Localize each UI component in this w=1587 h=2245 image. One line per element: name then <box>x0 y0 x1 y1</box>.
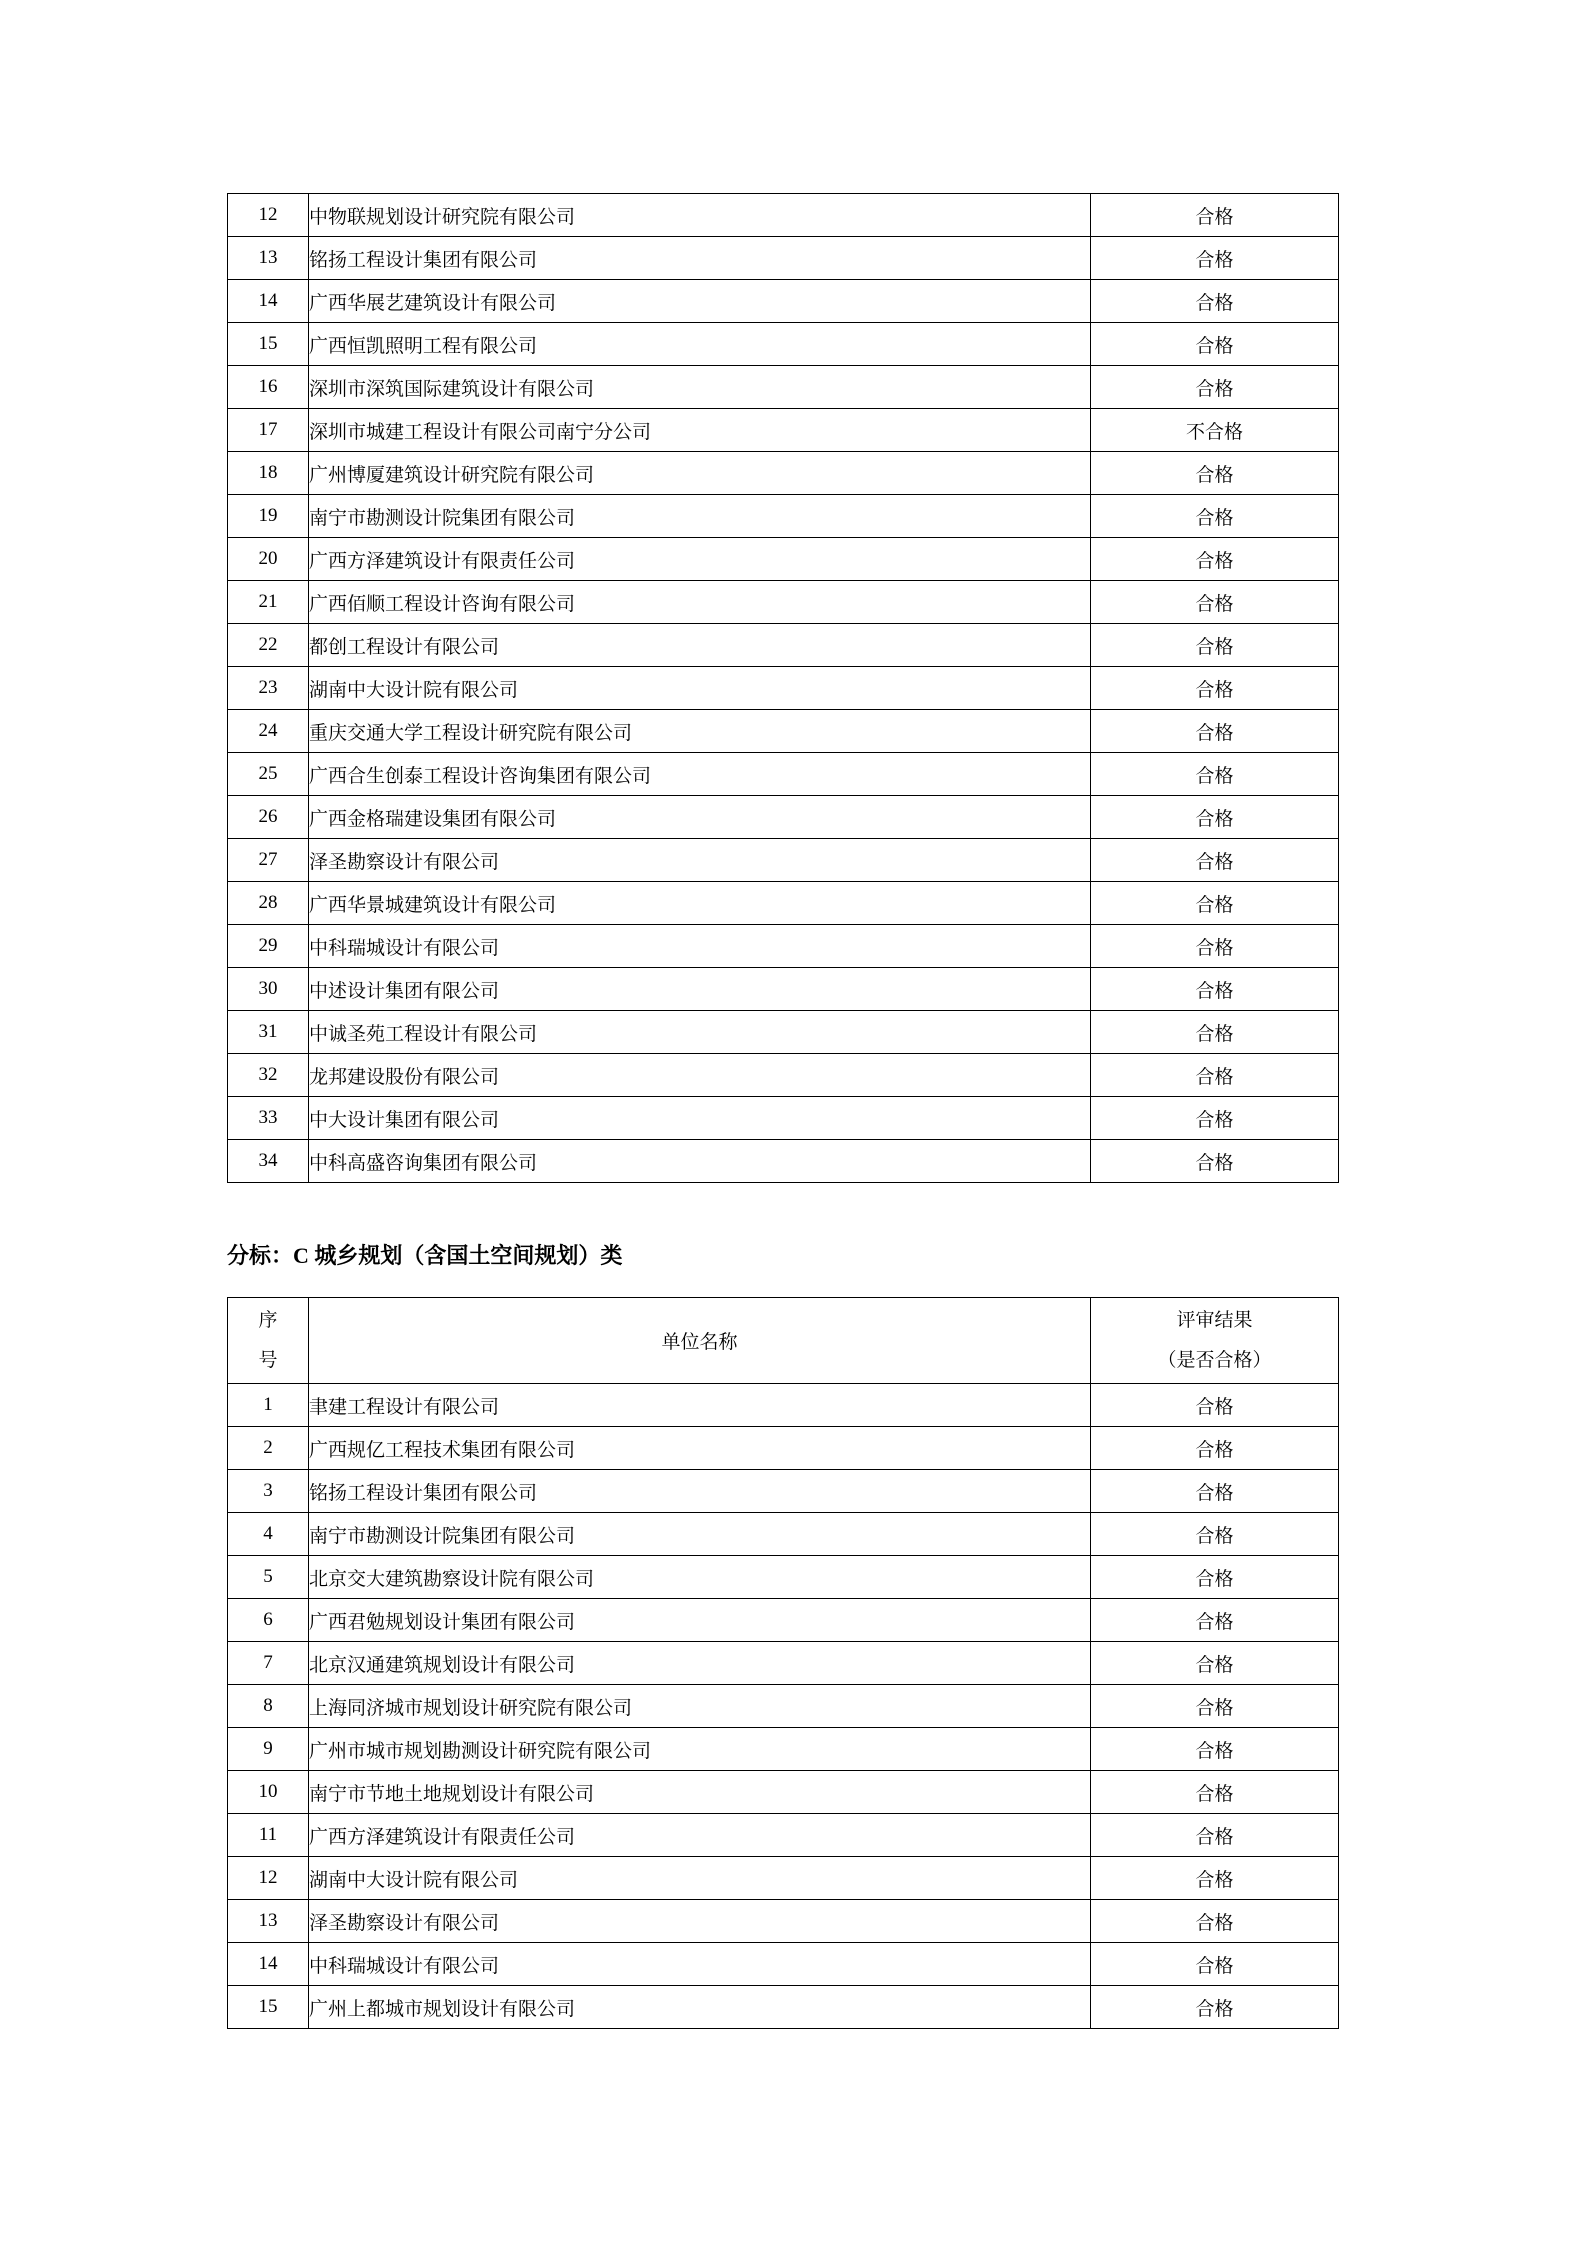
table-row <box>228 1513 1339 1556</box>
row-company-name: 中述设计集团有限公司 <box>309 968 1091 1011</box>
table-row <box>228 1728 1339 1771</box>
row-review-result: 合格 <box>1091 1599 1339 1642</box>
row-review-result: 合格 <box>1091 1140 1339 1183</box>
row-company-name: 广西君勉规划设计集团有限公司 <box>309 1599 1091 1642</box>
table-row <box>228 1986 1339 2029</box>
row-review-result: 合格 <box>1091 452 1339 495</box>
row-company-name: 广州上都城市规划设计有限公司 <box>309 1986 1091 2029</box>
row-review-result: 合格 <box>1091 753 1339 796</box>
row-review-result: 合格 <box>1091 1986 1339 2029</box>
header-review-result-line2: （是否合格） <box>1157 1349 1272 1371</box>
table-row <box>228 796 1339 839</box>
review-result-table-b <box>227 193 1339 1183</box>
row-company-name: 中科高盛咨询集团有限公司 <box>309 1140 1091 1183</box>
row-review-result: 合格 <box>1091 495 1339 538</box>
row-company-name: 中科瑞城设计有限公司 <box>309 925 1091 968</box>
row-review-result: 合格 <box>1091 710 1339 753</box>
row-company-name: 广西规亿工程技术集团有限公司 <box>309 1427 1091 1470</box>
row-company-name: 铭扬工程设计集团有限公司 <box>309 1470 1091 1513</box>
table-header-row <box>228 1298 1339 1384</box>
row-review-result: 合格 <box>1091 237 1339 280</box>
row-company-name: 广西金格瑞建设集团有限公司 <box>309 796 1091 839</box>
row-company-name: 广西恒凯照明工程有限公司 <box>309 323 1091 366</box>
row-company-name: 都创工程设计有限公司 <box>309 624 1091 667</box>
table-row <box>228 323 1339 366</box>
row-serial-number: 9 <box>228 1728 309 1771</box>
row-review-result: 合格 <box>1091 667 1339 710</box>
header-review-result-line1: 评审结果 <box>1176 1309 1253 1331</box>
row-serial-number: 20 <box>228 538 309 581</box>
row-company-name: 中诚圣苑工程设计有限公司 <box>309 1011 1091 1054</box>
row-serial-number: 23 <box>228 667 309 710</box>
row-review-result: 不合格 <box>1091 409 1339 452</box>
row-review-result: 合格 <box>1091 1943 1339 1986</box>
table-header <box>228 1298 1339 1384</box>
header-review-result <box>1091 1298 1339 1384</box>
row-review-result: 合格 <box>1091 1470 1339 1513</box>
table-row <box>228 1097 1339 1140</box>
row-review-result: 合格 <box>1091 624 1339 667</box>
row-review-result: 合格 <box>1091 1097 1339 1140</box>
row-review-result: 合格 <box>1091 839 1339 882</box>
row-review-result: 合格 <box>1091 323 1339 366</box>
row-serial-number: 3 <box>228 1470 309 1513</box>
row-company-name: 深圳市城建工程设计有限公司南宁分公司 <box>309 409 1091 452</box>
row-review-result: 合格 <box>1091 1642 1339 1685</box>
row-company-name: 湖南中大设计院有限公司 <box>309 1857 1091 1900</box>
table-row <box>228 925 1339 968</box>
row-review-result: 合格 <box>1091 194 1339 237</box>
row-review-result: 合格 <box>1091 1011 1339 1054</box>
row-serial-number: 12 <box>228 1857 309 1900</box>
row-serial-number: 33 <box>228 1097 309 1140</box>
row-company-name: 北京汉通建筑规划设计有限公司 <box>309 1642 1091 1685</box>
row-company-name: 广西合生创泰工程设计咨询集团有限公司 <box>309 753 1091 796</box>
table-body <box>228 194 1339 1183</box>
row-serial-number: 14 <box>228 1943 309 1986</box>
row-serial-number: 30 <box>228 968 309 1011</box>
row-review-result: 合格 <box>1091 538 1339 581</box>
row-review-result: 合格 <box>1091 1384 1339 1427</box>
table-row <box>228 667 1339 710</box>
row-serial-number: 31 <box>228 1011 309 1054</box>
row-serial-number: 18 <box>228 452 309 495</box>
table-row <box>228 280 1339 323</box>
row-serial-number: 28 <box>228 882 309 925</box>
table-row <box>228 1054 1339 1097</box>
row-review-result: 合格 <box>1091 925 1339 968</box>
header-serial-number: 序号 <box>228 1298 309 1384</box>
row-serial-number: 22 <box>228 624 309 667</box>
row-company-name: 广西方泽建筑设计有限责任公司 <box>309 538 1091 581</box>
table-row <box>228 1814 1339 1857</box>
row-review-result: 合格 <box>1091 1054 1339 1097</box>
row-serial-number: 13 <box>228 1900 309 1943</box>
row-company-name: 中科瑞城设计有限公司 <box>309 1943 1091 1986</box>
table-row <box>228 1685 1339 1728</box>
row-review-result: 合格 <box>1091 581 1339 624</box>
row-serial-number: 5 <box>228 1556 309 1599</box>
table-row <box>228 1642 1339 1685</box>
row-serial-number: 26 <box>228 796 309 839</box>
row-serial-number: 15 <box>228 323 309 366</box>
row-serial-number: 24 <box>228 710 309 753</box>
row-company-name: 广西方泽建筑设计有限责任公司 <box>309 1814 1091 1857</box>
row-company-name: 重庆交通大学工程设计研究院有限公司 <box>309 710 1091 753</box>
table-row <box>228 581 1339 624</box>
row-company-name: 龙邦建设股份有限公司 <box>309 1054 1091 1097</box>
row-serial-number: 19 <box>228 495 309 538</box>
row-serial-number: 14 <box>228 280 309 323</box>
row-company-name: 南宁市勘测设计院集团有限公司 <box>309 495 1091 538</box>
table-row <box>228 538 1339 581</box>
row-review-result: 合格 <box>1091 1900 1339 1943</box>
table-row <box>228 1140 1339 1183</box>
table-row <box>228 1771 1339 1814</box>
row-company-name: 上海同济城市规划设计研究院有限公司 <box>309 1685 1091 1728</box>
row-review-result: 合格 <box>1091 882 1339 925</box>
row-serial-number: 27 <box>228 839 309 882</box>
table-row <box>228 1857 1339 1900</box>
table-row <box>228 366 1339 409</box>
row-company-name: 广西华展艺建筑设计有限公司 <box>309 280 1091 323</box>
row-company-name: 广州博厦建筑设计研究院有限公司 <box>309 452 1091 495</box>
table-body <box>228 1384 1339 2029</box>
table-row <box>228 710 1339 753</box>
row-company-name: 南宁市勘测设计院集团有限公司 <box>309 1513 1091 1556</box>
table-row <box>228 839 1339 882</box>
table-row <box>228 495 1339 538</box>
row-serial-number: 11 <box>228 1814 309 1857</box>
table-row <box>228 1470 1339 1513</box>
review-result-table-c <box>227 1297 1339 2029</box>
section-title: 分标：C 城乡规划（含国土空间规划）类 <box>227 1243 623 1268</box>
row-serial-number: 10 <box>228 1771 309 1814</box>
row-company-name: 南宁市节地土地规划设计有限公司 <box>309 1771 1091 1814</box>
row-company-name: 广西华景城建筑设计有限公司 <box>309 882 1091 925</box>
row-serial-number: 13 <box>228 237 309 280</box>
table-row <box>228 1943 1339 1986</box>
row-company-name: 铭扬工程设计集团有限公司 <box>309 237 1091 280</box>
row-company-name: 广西佰顺工程设计咨询有限公司 <box>309 581 1091 624</box>
row-serial-number: 15 <box>228 1986 309 2029</box>
table-row <box>228 1011 1339 1054</box>
row-company-name: 广州市城市规划勘测设计研究院有限公司 <box>309 1728 1091 1771</box>
row-review-result: 合格 <box>1091 1685 1339 1728</box>
table-row <box>228 1427 1339 1470</box>
row-review-result: 合格 <box>1091 280 1339 323</box>
row-serial-number: 21 <box>228 581 309 624</box>
row-review-result: 合格 <box>1091 1728 1339 1771</box>
row-company-name: 北京交大建筑勘察设计院有限公司 <box>309 1556 1091 1599</box>
table-row <box>228 624 1339 667</box>
table-row <box>228 968 1339 1011</box>
row-serial-number: 8 <box>228 1685 309 1728</box>
row-serial-number: 34 <box>228 1140 309 1183</box>
row-serial-number: 2 <box>228 1427 309 1470</box>
table-row <box>228 237 1339 280</box>
row-company-name: 湖南中大设计院有限公司 <box>309 667 1091 710</box>
row-serial-number: 16 <box>228 366 309 409</box>
row-review-result: 合格 <box>1091 1556 1339 1599</box>
table-row <box>228 1599 1339 1642</box>
table-row <box>228 1384 1339 1427</box>
row-serial-number: 6 <box>228 1599 309 1642</box>
row-review-result: 合格 <box>1091 796 1339 839</box>
row-serial-number: 17 <box>228 409 309 452</box>
table-row <box>228 194 1339 237</box>
row-review-result: 合格 <box>1091 1814 1339 1857</box>
row-serial-number: 7 <box>228 1642 309 1685</box>
table-row <box>228 1556 1339 1599</box>
row-review-result: 合格 <box>1091 968 1339 1011</box>
table-row <box>228 753 1339 796</box>
table-row <box>228 882 1339 925</box>
row-company-name: 深圳市深筑国际建筑设计有限公司 <box>309 366 1091 409</box>
row-review-result: 合格 <box>1091 1513 1339 1556</box>
table-row <box>228 452 1339 495</box>
row-company-name: 泽圣勘察设计有限公司 <box>309 1900 1091 1943</box>
row-review-result: 合格 <box>1091 366 1339 409</box>
row-company-name: 聿建工程设计有限公司 <box>309 1384 1091 1427</box>
table-row <box>228 409 1339 452</box>
row-company-name: 泽圣勘察设计有限公司 <box>309 839 1091 882</box>
row-company-name: 中物联规划设计研究院有限公司 <box>309 194 1091 237</box>
row-serial-number: 12 <box>228 194 309 237</box>
row-review-result: 合格 <box>1091 1857 1339 1900</box>
row-review-result: 合格 <box>1091 1427 1339 1470</box>
row-review-result: 合格 <box>1091 1771 1339 1814</box>
table-row <box>228 1900 1339 1943</box>
row-company-name: 中大设计集团有限公司 <box>309 1097 1091 1140</box>
row-serial-number: 32 <box>228 1054 309 1097</box>
header-unit-name: 单位名称 <box>309 1298 1091 1384</box>
row-serial-number: 1 <box>228 1384 309 1427</box>
row-serial-number: 4 <box>228 1513 309 1556</box>
row-serial-number: 29 <box>228 925 309 968</box>
row-serial-number: 25 <box>228 753 309 796</box>
